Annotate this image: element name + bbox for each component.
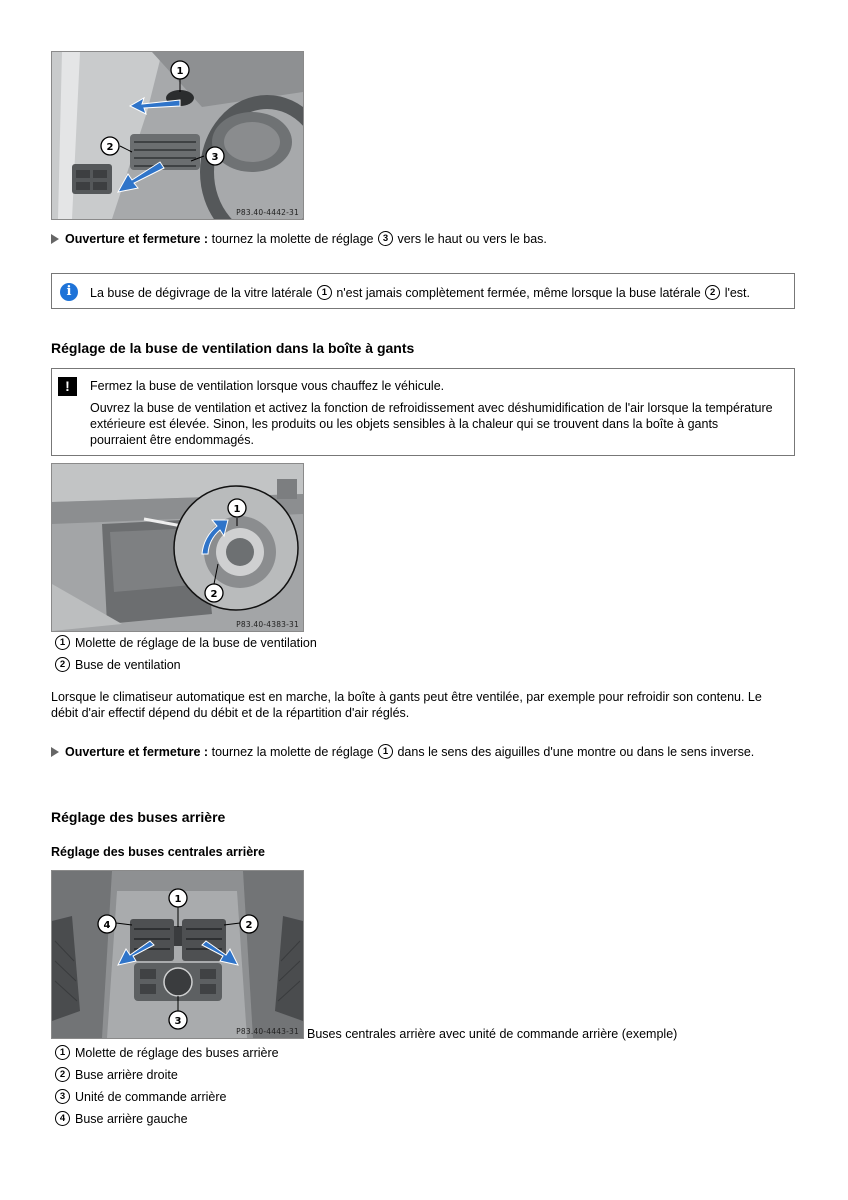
figure-code: P83.40-4442-31 bbox=[236, 208, 299, 217]
legend-item: 2 Buse arrière droite bbox=[55, 1067, 178, 1083]
glovebox-vent-illustration bbox=[52, 464, 303, 631]
number-circle: 1 bbox=[317, 285, 332, 300]
number-circle: 2 bbox=[705, 285, 720, 300]
number-circle: 1 bbox=[55, 1045, 70, 1060]
number-circle: 1 bbox=[55, 635, 70, 650]
figure-glovebox-vent bbox=[51, 463, 304, 632]
info-icon: i bbox=[60, 283, 78, 301]
legend-item: 4 Buse arrière gauche bbox=[55, 1111, 188, 1127]
step-label: Ouverture et fermeture : bbox=[65, 745, 209, 759]
figure-code: P83.40-4383-31 bbox=[236, 620, 299, 629]
number-circle: 2 bbox=[55, 657, 70, 672]
step-instruction-1: Ouverture et fermeture : tournez la molette de réglage 3 vers le haut ou vers le bas. bbox=[51, 231, 547, 247]
callout-3: 3 bbox=[211, 152, 219, 163]
callout-1: 1 bbox=[176, 66, 184, 77]
number-circle: 4 bbox=[55, 1111, 70, 1126]
legend-item: 1 Molette de réglage de la buse de ventilation bbox=[55, 635, 317, 651]
rear-vents-illustration bbox=[52, 871, 303, 1038]
info-note bbox=[51, 273, 795, 309]
number-circle: 2 bbox=[55, 1067, 70, 1082]
warning-note bbox=[51, 368, 795, 456]
triangle-bullet-icon bbox=[51, 234, 59, 244]
warning-icon: ! bbox=[58, 377, 77, 396]
callout-2: 2 bbox=[210, 589, 218, 600]
figure-rear-vents bbox=[51, 870, 304, 1039]
number-circle: 3 bbox=[378, 231, 393, 246]
step-instruction-2: Ouverture et fermeture : tournez la molette de réglage 1 dans le sens des aiguilles d'une montre ou dans le sens inverse. bbox=[51, 744, 754, 760]
callout-2: 2 bbox=[106, 142, 114, 153]
front-vents-illustration bbox=[52, 52, 303, 219]
step-label: Ouverture et fermeture : bbox=[65, 232, 209, 246]
section-title-rear-vents: Réglage des buses arrière bbox=[51, 809, 226, 825]
triangle-bullet-icon bbox=[51, 747, 59, 757]
callout-1: 1 bbox=[174, 894, 182, 905]
callout-4: 4 bbox=[103, 920, 111, 931]
callout-1: 1 bbox=[233, 504, 241, 515]
figure-code: P83.40-4443-31 bbox=[236, 1027, 299, 1036]
info-text: La buse de dégivrage de la vitre latérale 1 n'est jamais complètement fermée, même lorsque la buse latérale 2 l'est. bbox=[90, 286, 750, 300]
callout-3: 3 bbox=[174, 1016, 182, 1027]
figure-caption: Buses centrales arrière avec unité de commande arrière (exemple) bbox=[307, 1027, 678, 1041]
warning-text: Fermez la buse de ventilation lorsque vous chauffez le véhicule. Ouvrez la buse de ventilation et activez la fonction de refroidissement avec déshumidification de l'air lorsque la température extérieure est élevée. Sinon, les produits ou les objets sensibles à la chaleur qui se trouvent dans la boîte à gants pourraient être endommagés. bbox=[90, 379, 773, 447]
number-circle: 1 bbox=[378, 744, 393, 759]
legend-item: 1 Molette de réglage des buses arrière bbox=[55, 1045, 279, 1061]
subsection-title-rear-center-vents: Réglage des buses centrales arrière bbox=[51, 845, 266, 859]
legend-item: 2 Buse de ventilation bbox=[55, 657, 181, 673]
section-title-glovebox: Réglage de la buse de ventilation dans la boîte à gants bbox=[51, 340, 415, 356]
figure-front-vents bbox=[51, 51, 304, 220]
callout-2: 2 bbox=[245, 920, 253, 931]
body-paragraph: Lorsque le climatiseur automatique est en marche, la boîte à gants peut être ventilée, par exemple pour refroidir son contenu. Le débit d'air effectif dépend du débit et de la répartition d'air réglés. bbox=[51, 690, 762, 720]
legend-item: 3 Unité de commande arrière bbox=[55, 1089, 226, 1105]
number-circle: 3 bbox=[55, 1089, 70, 1104]
